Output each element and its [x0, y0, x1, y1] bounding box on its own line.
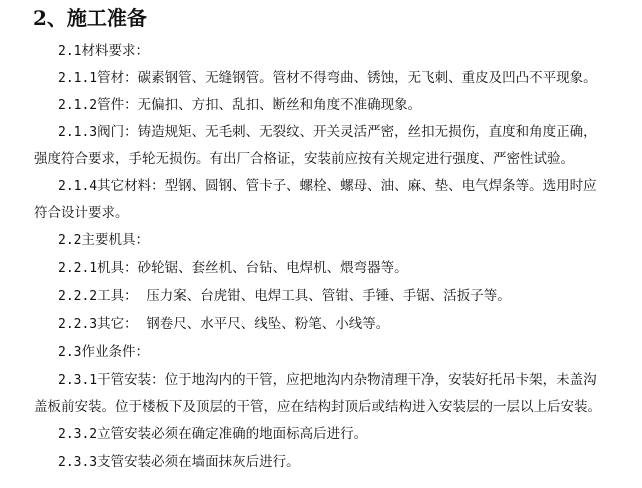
clause-text: 机具：砂轮锯、套丝机、台钻、电焊机、煨弯器等。 [97, 260, 408, 276]
clause-number: 2.2.2 [58, 289, 98, 304]
paragraph-2-3-1-continued: 盖板前安装。位于楼板下及顶层的干管，应在结构封顶后或结构进入安装层的一层以上后安装。 [34, 399, 601, 415]
clause-text: 管件：无偏扣、方扣、乱扣、断丝和角度不准确现象。 [97, 97, 422, 113]
clause-number: 2.1.4 [58, 179, 98, 194]
clause-text: 管材：碳素钢管、无缝钢管。管材不得弯曲、锈蚀，无飞刺、重皮及凹凸不平现象。 [97, 70, 597, 86]
clause-text: 支管安装必须在墙面抹灰后进行。 [97, 454, 300, 470]
clause-number: 2.3.1 [58, 373, 98, 388]
section-title: 2、施工准备 [33, 6, 147, 30]
clause-text: 其它： 钢卷尺、水平尺、线坠、粉笔、小线等。 [97, 316, 390, 332]
clause-number: 2.2.1 [58, 261, 98, 276]
paragraph-2-3-3 [58, 452, 300, 473]
paragraph-2-2 [58, 230, 149, 251]
clause-number: 2.1.1 [58, 71, 98, 86]
clause-text: 工具： 压力案、台虎钳、电焊工具、管钳、手锤、手锯、活扳子等。 [97, 288, 511, 304]
paragraph-2-3 [58, 342, 149, 363]
clause-number: 2.3.2 [58, 427, 98, 442]
clause-number: 2.3 [58, 345, 82, 360]
clause-text: 主要机具： [81, 232, 149, 248]
clause-number: 2.1 [58, 44, 82, 59]
paragraph-2-2-3 [58, 314, 389, 335]
paragraph-2-1 [58, 41, 149, 62]
clause-number: 2.1.3 [58, 125, 98, 140]
clause-number: 2.2.3 [58, 317, 98, 332]
paragraph-2-2-2 [58, 286, 511, 307]
paragraph-2-1-3 [58, 122, 597, 143]
paragraph-2-3-1 [58, 370, 597, 391]
clause-text: 材料要求： [81, 43, 149, 59]
clause-text: 作业条件： [81, 344, 149, 360]
clause-number: 2.2 [58, 233, 82, 248]
paragraph-2-1-1 [58, 68, 597, 89]
paragraph-2-1-4 [58, 176, 597, 197]
paragraph-2-1-4-continued: 符合设计要求。 [34, 205, 129, 221]
clause-text: 立管安装必须在确定准确的地面标高后进行。 [97, 426, 368, 442]
clause-number: 2.1.2 [58, 98, 98, 113]
clause-text: 干管安装：位于地沟内的干管，应把地沟内杂物清理干净，安装好托吊卡架，未盖沟 [97, 372, 597, 388]
clause-number: 2.3.3 [58, 455, 98, 470]
paragraph-2-1-2 [58, 95, 421, 116]
paragraph-2-2-1 [58, 258, 408, 279]
clause-text: 其它材料：型钢、圆钢、管卡子、螺栓、螺母、油、麻、垫、电气焊条等。选用时应 [97, 178, 597, 194]
clause-text: 阀门：铸造规矩、无毛刺、无裂纹、开关灵活严密，丝扣无损伤，直度和角度正确， [97, 124, 597, 140]
paragraph-2-3-2 [58, 424, 367, 445]
paragraph-2-1-3-continued: 强度符合要求，手轮无损伤。有出厂合格证，安装前应按有关规定进行强度、严密性试验。 [34, 151, 574, 167]
